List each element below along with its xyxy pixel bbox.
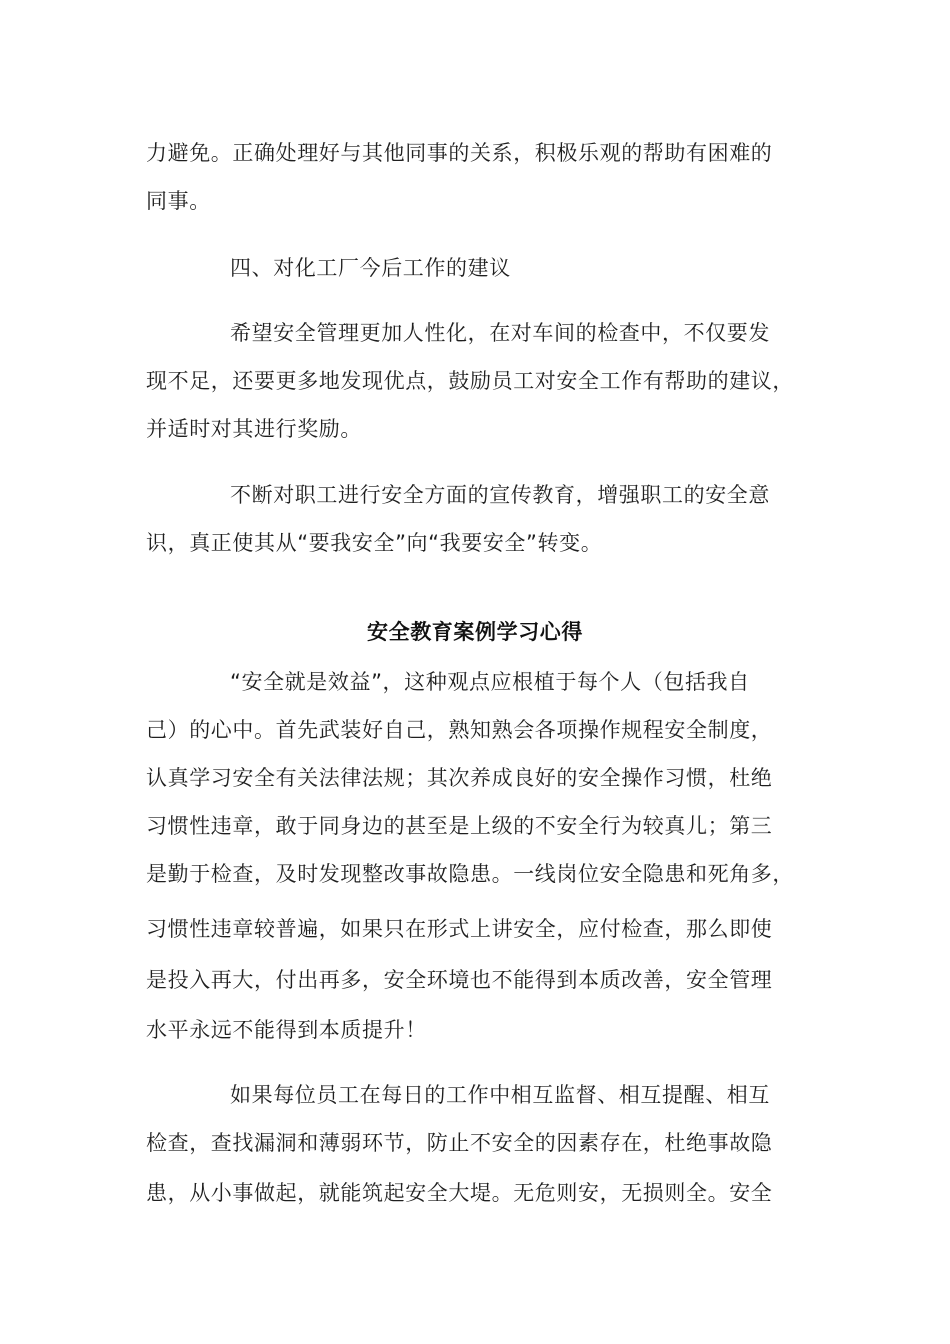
text-line: 力避免。正确处理好与其他同事的关系，积极乐观的帮助有困难的: [146, 141, 773, 165]
text-line: 己）的心中。首先武装好自己，熟知熟会各项操作规程安全制度，: [146, 718, 773, 742]
section-heading: 四、对化工厂今后工作的建议: [230, 256, 511, 280]
text-line: 是投入再大，付出再多，安全环境也不能得到本质改善，安全管理: [146, 968, 773, 992]
text-line: 认真学习安全有关法律法规；其次养成良好的安全操作习惯，杜绝: [146, 766, 773, 790]
text-line: 习惯性违章，敢于同身边的甚至是上级的不安全行为较真儿；第三: [146, 814, 773, 838]
text-line: 水平永远不能得到本质提升！: [146, 1018, 427, 1042]
text-line: “安全就是效益”，这种观点应根植于每个人（包括我自: [230, 670, 750, 694]
text-line: 希望安全管理更加人性化，在对车间的检查中，不仅要发: [230, 321, 770, 345]
text-line: 是勤于检查，及时发现整改事故隐患。一线岗位安全隐患和死角多，: [146, 862, 794, 886]
text-line: 并适时对其进行奖励。: [146, 417, 362, 441]
text-line: 不断对职工进行安全方面的宣传教育，增强职工的安全意: [230, 483, 770, 507]
text-line: 患，从小事做起，就能筑起安全大堤。无危则安，无损则全。安全: [146, 1181, 773, 1205]
text-line: 识，真正使其从“要我安全”向“我要安全”转变。: [146, 531, 603, 555]
text-line: 检查，查找漏洞和薄弱环节，防止不安全的因素存在，杜绝事故隐: [146, 1131, 773, 1155]
text-line: 同事。: [146, 189, 211, 213]
article-title: 安全教育案例学习心得: [367, 620, 583, 644]
text-line: 现不足，还要更多地发现优点，鼓励员工对安全工作有帮助的建议，: [146, 369, 794, 393]
text-line: 如果每位员工在每日的工作中相互监督、相互提醒、相互: [230, 1083, 770, 1107]
text-line: 习惯性违章较普遍，如果只在形式上讲安全，应付检查，那么即使: [146, 917, 773, 941]
